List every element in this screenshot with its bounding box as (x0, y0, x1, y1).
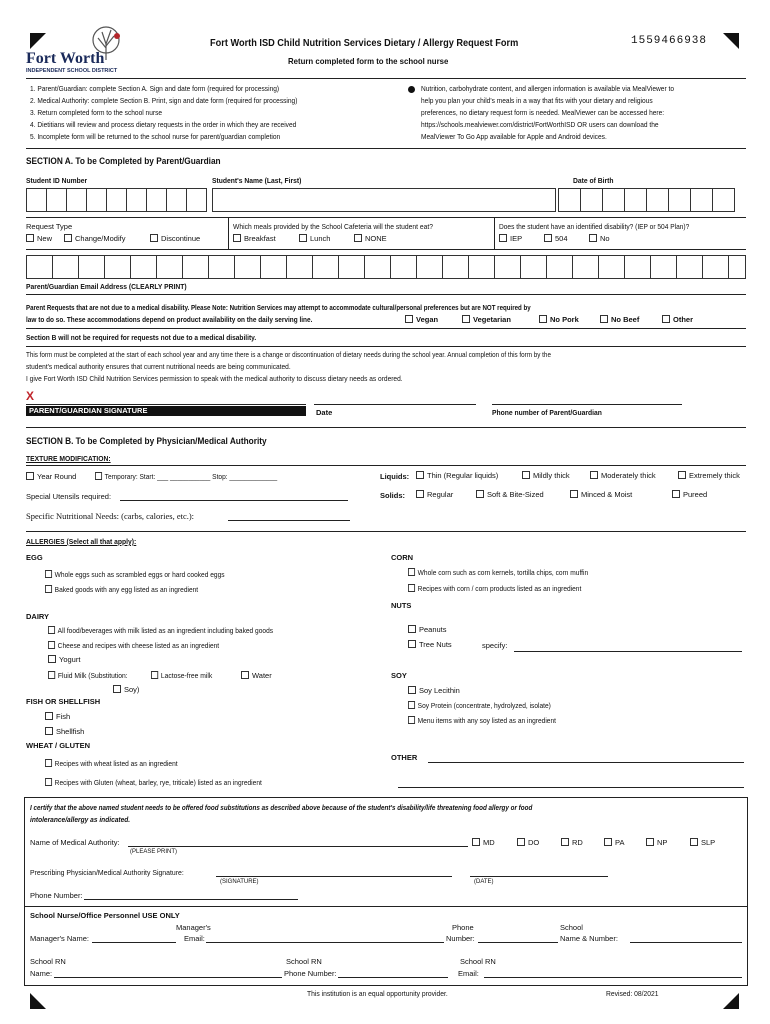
disability-question: Does the student have an identified disability? (IEP or 504 Plan)? (499, 222, 690, 231)
rn-email-label-1: School RN (460, 957, 496, 966)
specific-needs-field[interactable] (228, 520, 350, 521)
instruction-item: 4. Dietitians will review and process dietary requests in the order in which they are received (30, 120, 297, 129)
corner-mark-top-right (723, 33, 739, 49)
checkbox[interactable] (416, 471, 424, 479)
student-name-field[interactable] (212, 188, 556, 212)
checkbox[interactable] (662, 315, 670, 323)
checkbox[interactable] (408, 584, 415, 592)
option-label: Baked goods with any egg listed as an ingredient (54, 585, 199, 594)
option-label: Thin (Regular liquids) (427, 471, 499, 480)
completion-text: student's medical authority ensures that current nutritional needs are being communicated. (26, 362, 291, 371)
pref-vegetarian[interactable] (462, 315, 511, 324)
physician-phone-label: Phone Number: (30, 891, 83, 900)
checkbox[interactable] (416, 490, 424, 498)
option-label: Other (673, 315, 694, 324)
option-label: Shellfish (56, 727, 85, 736)
utensils-label: Special Utensils required: (26, 492, 112, 501)
managers-email-label-2: Email: (184, 934, 205, 943)
option-label: Moderately thick (601, 471, 656, 480)
note-line: https://schools.mealviewer.com/district/FortWorthISD OR users can download the (421, 120, 659, 129)
allergy-option[interactable] (408, 640, 452, 649)
allergy-option[interactable] (48, 655, 80, 664)
physician-signature-field[interactable] (216, 876, 452, 877)
other-field[interactable] (428, 762, 744, 763)
option-label: Extremely thick (689, 471, 740, 480)
meal-lunch[interactable] (299, 234, 330, 243)
page-subtitle: Return completed form to the school nurse (288, 56, 449, 66)
signature-line[interactable] (26, 404, 306, 405)
texture-heading: TEXTURE MODIFICATION: (26, 454, 111, 463)
checkbox[interactable] (45, 712, 53, 720)
checkbox[interactable] (64, 234, 72, 242)
medical-authority-label: Name of Medical Authority: (30, 838, 120, 847)
option-label: Recipes with Gluten (wheat, barley, rye, triticale) listed as an ingredient (54, 778, 262, 787)
form-number: 1559466938 (631, 35, 708, 47)
solid-soft[interactable] (476, 490, 544, 499)
allergy-option[interactable] (408, 716, 556, 725)
logo (26, 24, 136, 76)
note-line: MealViewer To Go App available for Apple and Android devices. (421, 132, 607, 141)
physician-phone-field[interactable] (84, 899, 298, 900)
corn-heading: CORN (391, 553, 414, 562)
fish-heading: FISH OR SHELLFISH (26, 697, 101, 706)
option-label: Fish (56, 712, 71, 721)
texture-year-round[interactable] (26, 472, 76, 481)
divider (26, 465, 746, 466)
phone-label: Phone number of Parent/Guardian (492, 408, 602, 417)
instruction-item: 3. Return completed form to the school nurse (30, 108, 163, 117)
physician-signature-label: Prescribing Physician/Medical Authority Signature: (30, 868, 184, 877)
allergy-option[interactable] (48, 671, 128, 680)
checkbox[interactable] (408, 686, 416, 694)
utensils-field[interactable] (120, 500, 348, 501)
checkbox[interactable] (150, 234, 158, 242)
checkbox[interactable] (462, 315, 470, 323)
option-label: RD (572, 838, 583, 847)
liquid-mildly-thick[interactable] (522, 471, 570, 480)
option-label: IEP (510, 234, 523, 243)
section-b-heading: SECTION B. To be Completed by Physician/Medical Authority (26, 436, 267, 446)
checkbox[interactable] (45, 570, 52, 578)
solids-label: Solids: (380, 491, 406, 500)
checkbox[interactable] (472, 838, 480, 846)
allergy-option[interactable] (48, 626, 273, 635)
checkbox[interactable] (95, 472, 102, 480)
rn-phone-label-1: School RN (286, 957, 322, 966)
option-label: Regular (427, 490, 454, 499)
checkbox[interactable] (561, 838, 569, 846)
rn-name-label-1: School RN (30, 957, 66, 966)
checkbox[interactable] (151, 671, 158, 679)
checkbox[interactable] (48, 671, 55, 679)
school-field[interactable] (630, 942, 742, 943)
solid-regular[interactable] (416, 490, 453, 499)
request-type-new[interactable] (26, 234, 52, 243)
checkbox[interactable] (678, 471, 686, 479)
certify-text: I certify that the above named student needs to be offered food substitutions as described above because of the student's disability/life threatening food allergy or food (30, 803, 533, 812)
liquid-moderately-thick[interactable] (590, 471, 656, 480)
option-label: Peanuts (419, 625, 447, 634)
solid-minced[interactable] (570, 490, 632, 499)
meal-breakfast[interactable] (233, 234, 276, 243)
checkbox[interactable] (590, 471, 598, 479)
checkbox[interactable] (646, 838, 654, 846)
pref-vegan[interactable] (405, 315, 438, 324)
checkbox[interactable] (408, 716, 415, 724)
allergy-option[interactable] (45, 585, 198, 594)
divider (26, 328, 746, 329)
request-type-change[interactable] (64, 234, 125, 243)
checkbox[interactable] (499, 234, 507, 242)
phone-line[interactable] (492, 404, 682, 405)
option-label: No Beef (611, 315, 640, 324)
option-label: Recipes with wheat listed as an ingredient (54, 759, 178, 768)
option-label: Breakfast (244, 234, 276, 243)
option-label: Vegan (416, 315, 439, 324)
liquid-thin[interactable] (416, 471, 498, 480)
date-label: Date (316, 408, 333, 417)
divider (26, 217, 746, 218)
checkbox[interactable] (517, 838, 525, 846)
liquids-label: Liquids: (380, 472, 410, 481)
disability-504[interactable] (544, 234, 568, 243)
medical-authority-field[interactable] (128, 846, 468, 847)
option-label: PA (615, 838, 625, 847)
checkbox[interactable] (48, 655, 56, 663)
checkbox[interactable] (45, 778, 52, 786)
option-label: 504 (555, 234, 568, 243)
student-id-label: Student ID Number (26, 176, 88, 185)
checkbox[interactable] (233, 234, 241, 242)
allergy-option[interactable] (45, 712, 70, 721)
allergy-option[interactable] (408, 701, 551, 710)
divider (26, 249, 746, 250)
meals-question: Which meals provided by the School Cafeteria will the student eat? (233, 222, 433, 231)
checkbox[interactable] (405, 315, 413, 323)
checkbox[interactable] (408, 568, 415, 576)
option-label: Lunch (310, 234, 331, 243)
rn-name-field[interactable] (54, 977, 282, 978)
managers-name-label: Manager's Name: (30, 934, 89, 943)
allergy-option[interactable] (408, 584, 581, 593)
checkbox[interactable] (354, 234, 362, 242)
checkbox[interactable] (48, 641, 55, 649)
option-label: Minced & Moist (581, 490, 633, 499)
option-label: SLP (701, 838, 716, 847)
option-label: No Pork (550, 315, 579, 324)
substitution-soy[interactable] (113, 685, 139, 694)
rn-name-label-2: Name: (30, 969, 53, 978)
date-line[interactable] (314, 404, 476, 405)
phone-number-label-2: Number: (446, 934, 475, 943)
header-divider (26, 78, 746, 79)
logo-text: Fort Worth (26, 50, 105, 67)
option-label: Soy Lecithin (419, 686, 460, 695)
option-label: DO (528, 838, 540, 847)
option-label: Water (252, 671, 272, 680)
checkbox[interactable] (45, 759, 52, 767)
instruction-item: 5. Incomplete form will be returned to the school nurse for parent/guardian completion (30, 132, 281, 141)
managers-email-label-1: Manager's (176, 923, 211, 932)
allergy-option[interactable] (408, 625, 447, 634)
checkbox[interactable] (672, 490, 680, 498)
cred-pa[interactable] (604, 838, 624, 847)
substitution-lactose-free[interactable] (151, 671, 212, 680)
school-label-1: School (560, 923, 583, 932)
phone-number-label-1: Phone (452, 923, 474, 932)
rn-phone-field[interactable] (338, 977, 448, 978)
checkbox[interactable] (26, 234, 34, 242)
checkbox[interactable] (539, 315, 547, 323)
checkbox[interactable] (408, 640, 416, 648)
divider (26, 294, 746, 295)
preferences-text: Parent Requests that are not due to a medical disability. Please Note: Nutrition Services may attempt to accommodate cultural/personal preferences but are NOT required by (26, 303, 531, 312)
rn-email-field[interactable] (484, 977, 742, 978)
other-label: OTHER (391, 753, 418, 762)
option-label: Whole corn such as corn kernels, tortilla chips, corn muffin (417, 568, 589, 577)
cred-md[interactable] (472, 838, 495, 847)
soy-heading: SOY (391, 671, 407, 680)
specific-needs-label: Specific Nutritional Needs: (carbs, calories, etc.): (26, 511, 195, 521)
signature-caption: (SIGNATURE) (220, 879, 259, 885)
disability-no[interactable] (589, 234, 610, 243)
specify-label: specify: (482, 641, 508, 650)
other-field[interactable] (398, 787, 744, 788)
dairy-heading: DAIRY (26, 612, 50, 621)
egg-heading: EGG (26, 553, 43, 562)
checkbox[interactable] (690, 838, 698, 846)
option-label: Yogurt (59, 655, 81, 664)
option-label: Soy) (124, 685, 140, 694)
cred-np[interactable] (646, 838, 667, 847)
option-label: No (600, 234, 610, 243)
option-label: Discontinue (161, 234, 201, 243)
option-label: All food/beverages with milk listed as an ingredient including baked goods (57, 626, 274, 635)
completion-text: I give Fort Worth ISD Child Nutrition Services permission to speak with the medical authority to discuss dietary needs as ordered. (26, 374, 403, 383)
specify-field[interactable] (514, 651, 742, 652)
instruction-item: 2. Medical Authority: complete Section B. Print, sign and date form (required for processing) (30, 96, 298, 105)
office-use-heading: School Nurse/Office Personnel USE ONLY (30, 911, 180, 920)
divider (26, 427, 746, 428)
divider (228, 217, 229, 249)
disability-iep[interactable] (499, 234, 522, 243)
bullet-icon (408, 86, 415, 93)
physician-date-field[interactable] (470, 876, 608, 877)
email-label: Parent/Guardian Email Address (CLEARLY PRINT) (26, 282, 187, 291)
divider (26, 346, 746, 347)
allergy-option[interactable] (45, 759, 178, 768)
student-name-label: Student's Name (Last, First) (212, 176, 302, 185)
cred-do[interactable] (517, 838, 539, 847)
nuts-heading: NUTS (391, 601, 412, 610)
corner-mark-bottom-right (723, 993, 739, 1009)
checkbox[interactable] (45, 585, 52, 593)
checkbox[interactable] (476, 490, 484, 498)
allergy-option[interactable] (408, 686, 460, 695)
equal-opportunity-text: This institution is an equal opportunity provider. (307, 989, 448, 998)
option-label: New (37, 234, 53, 243)
checkbox[interactable] (48, 626, 55, 634)
office-phone-field[interactable] (478, 942, 558, 943)
checkbox[interactable] (570, 490, 578, 498)
divider (26, 148, 746, 149)
allergy-option[interactable] (45, 778, 262, 787)
corner-mark-bottom-left (30, 993, 46, 1009)
checkbox[interactable] (604, 838, 612, 846)
cred-rd[interactable] (561, 838, 583, 847)
pref-other[interactable] (662, 315, 693, 324)
checkbox[interactable] (45, 727, 53, 735)
x-mark: X (26, 389, 35, 403)
option-label: Temporary: Start: ___ ___________ Stop: _____________ (104, 472, 278, 481)
parent-signature-label: PARENT/GUARDIAN SIGNATURE (26, 406, 306, 416)
divider (494, 217, 495, 249)
checkbox[interactable] (589, 234, 597, 242)
allergy-option[interactable] (408, 568, 588, 577)
allergies-heading: ALLERGIES (Select all that apply): (26, 537, 137, 546)
revised-date: Revised: 08/2021 (606, 989, 659, 998)
allergy-option[interactable] (45, 570, 225, 579)
option-label: Soft & Bite-Sized (487, 490, 544, 499)
managers-email-field[interactable] (206, 942, 444, 943)
rn-phone-label-2: Phone Number: (284, 969, 337, 978)
option-label: MD (483, 838, 495, 847)
option-label: Mildly thick (533, 471, 570, 480)
texture-temporary[interactable] (95, 472, 277, 481)
checkbox[interactable] (113, 685, 121, 693)
option-label: Tree Nuts (419, 640, 452, 649)
dob-label: Date of Birth (573, 176, 614, 185)
rn-email-label-2: Email: (458, 969, 479, 978)
please-print-caption: (PLEASE PRINT) (130, 849, 178, 855)
section-b-note: Section B will not be required for requests not due to a medical disability. (26, 333, 257, 342)
page-title: Fort Worth ISD Child Nutrition Services Dietary / Allergy Request Form (210, 38, 519, 49)
checkbox[interactable] (241, 671, 249, 679)
option-label: NONE (365, 234, 387, 243)
section-a-heading: SECTION A. To be Completed by Parent/Guardian (26, 156, 221, 166)
request-type-discontinue[interactable] (150, 234, 200, 243)
option-label: Menu items with any soy listed as an ingredient (417, 716, 556, 725)
note-line: preferences, no dietary request form is needed. MealViewer can be accessed here: (421, 108, 665, 117)
checkbox[interactable] (408, 701, 415, 709)
option-label: Whole eggs such as scrambled eggs or hard cooked eggs (54, 570, 225, 579)
instruction-item: 1. Parent/Guardian: complete Section A. Sign and date form (required for processing) (30, 84, 280, 93)
option-label: Soy Protein (concentrate, hydrolyzed, isolate) (417, 701, 551, 710)
option-label: Fluid Milk (Substitution: (57, 671, 128, 680)
allergy-option[interactable] (48, 641, 219, 650)
option-label: Vegetarian (473, 315, 511, 324)
allergy-option[interactable] (45, 727, 84, 736)
option-label: NP (657, 838, 668, 847)
checkbox[interactable] (26, 472, 34, 480)
option-label: Year Round (37, 472, 77, 481)
completion-text: This form must be completed at the start of each school year and any time there is a change or discontinuation of dietary needs during the school year. Annual completion of this form by the (26, 350, 551, 359)
preferences-text: law to do so. These accommodations depend on product availability on the daily serving line. (26, 315, 313, 324)
substitution-water[interactable] (241, 671, 272, 680)
date-caption: (DATE) (474, 879, 494, 885)
checkbox[interactable] (408, 625, 416, 633)
checkbox[interactable] (522, 471, 530, 479)
meal-none[interactable] (354, 234, 387, 243)
wheat-heading: WHEAT / GLUTEN (26, 741, 91, 750)
request-type-label: Request Type (26, 222, 73, 231)
note-line: help you plan your child's meals in a way that fits with your dietary and religious (421, 96, 653, 105)
option-label: Recipes with corn / corn products listed as an ingredient (417, 584, 582, 593)
option-label: Pureed (683, 490, 708, 499)
cred-slp[interactable] (690, 838, 715, 847)
option-label: Change/Modify (75, 234, 126, 243)
checkbox[interactable] (544, 234, 552, 242)
pref-no-beef[interactable] (600, 315, 639, 324)
school-label-2: Name & Number: (560, 934, 618, 943)
option-label: Lactose-free milk (160, 671, 213, 680)
liquid-extremely-thick[interactable] (678, 471, 740, 480)
solid-pureed[interactable] (672, 490, 707, 499)
logo-subtext: INDEPENDENT SCHOOL DISTRICT (26, 68, 118, 74)
option-label: Cheese and recipes with cheese listed as an ingredient (57, 641, 220, 650)
managers-name-field[interactable] (92, 942, 176, 943)
checkbox[interactable] (299, 234, 307, 242)
checkbox[interactable] (600, 315, 608, 323)
divider (26, 531, 746, 532)
pref-no-pork[interactable] (539, 315, 579, 324)
note-line: Nutrition, carbohydrate content, and allergen information is available via MealViewer to (421, 84, 675, 93)
certify-text: intolerance/allergy as indicated. (30, 815, 131, 824)
